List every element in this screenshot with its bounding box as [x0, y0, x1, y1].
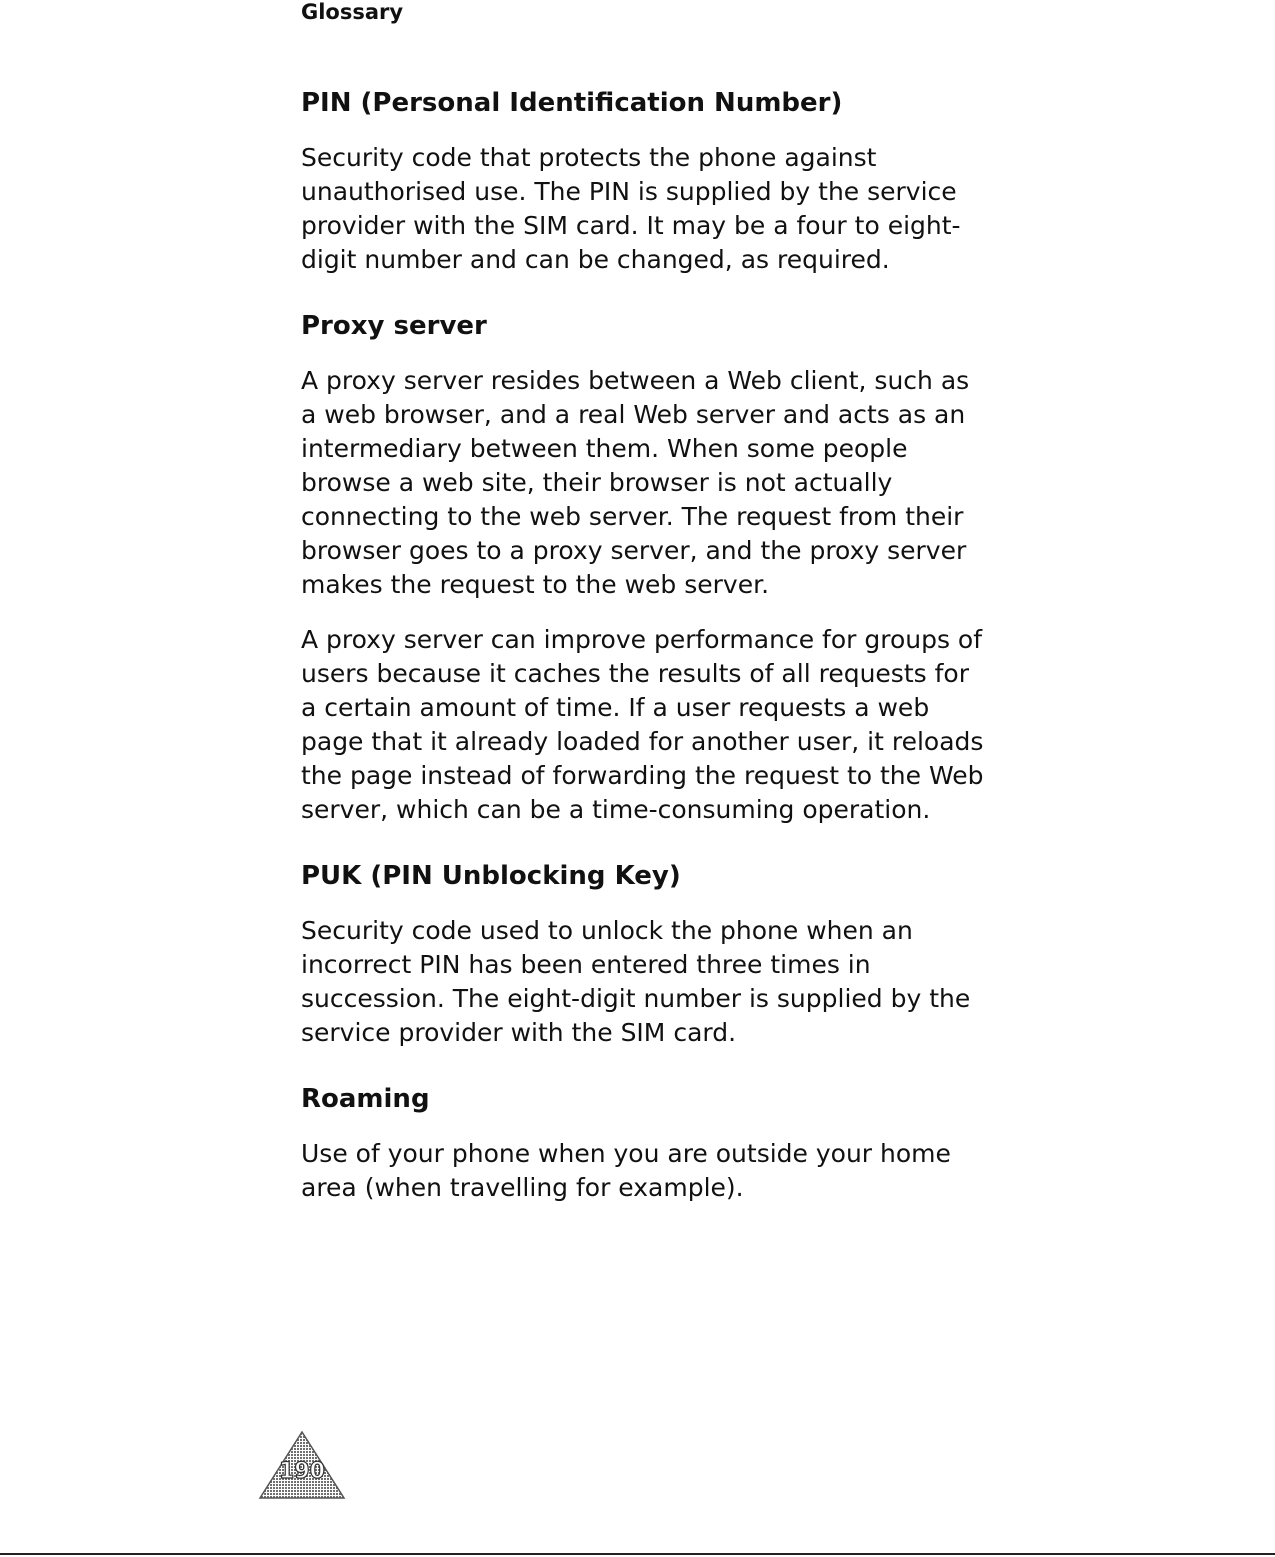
definition-paragraph: A proxy server resides between a Web client, such as a web browser, and a real Web server and acts as an intermediary between them. When some people browse a web site, their browser is not actually connecting to the web server. The request from their browser goes to a proxy server, and the proxy server makes the request to the web server. [301, 366, 970, 599]
section-header: Glossary [301, 0, 404, 24]
term-heading: PUK (PIN Unblocking Key) [301, 861, 681, 891]
glossary-content [301, 86, 991, 1226]
term-heading: Proxy server [301, 311, 487, 341]
definition-paragraph: Security code that protects the phone against unauthorised use. The PIN is supplied by the service provider with the SIM card. It may be a four to eight-digit number and can be changed, as required. [301, 143, 961, 274]
definition-paragraph: Use of your phone when you are outside your home area (when travelling for example). [301, 1139, 951, 1202]
glossary-entry-roaming [301, 1082, 991, 1205]
page-number-marker [258, 1430, 346, 1500]
term-heading: Roaming [301, 1084, 430, 1114]
bottom-rule [0, 1553, 1275, 1555]
glossary-entry-pin [301, 86, 991, 277]
definition-paragraph: A proxy server can improve performance for groups of users because it caches the results of all requests for a certain amount of time. If a user requests a web page that it already loaded for another user, it reloads the page instead of forwarding the request to the Web server, which can be a time-consuming operation. [301, 625, 984, 824]
term-heading: PIN (Personal Identification Number) [301, 88, 843, 118]
definition-paragraph: Security code used to unlock the phone when an incorrect PIN has been entered three times in succession. The eight-digit number is supplied by the service provider with the SIM card. [301, 916, 971, 1047]
glossary-entry-puk [301, 859, 991, 1050]
glossary-entry-proxy-server [301, 309, 991, 827]
page-number: 190 [279, 1459, 325, 1484]
